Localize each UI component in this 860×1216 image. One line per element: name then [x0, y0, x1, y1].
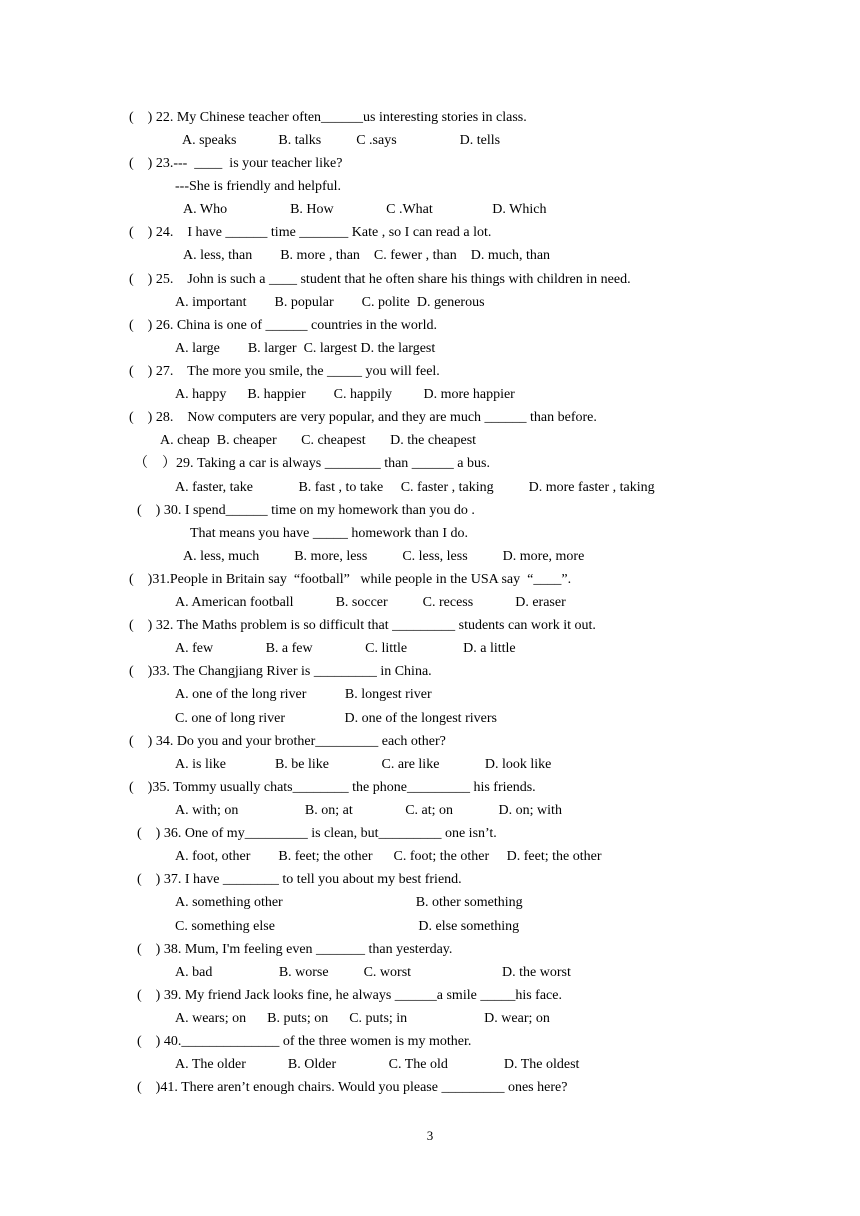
question-31-stem: ( )31.People in Britain say “football” while people in the USA say “____”. [129, 572, 572, 587]
question-25-stem: ( ) 25. John is such a ____ student that he often share his things with children in need. [129, 272, 631, 287]
question-24-stem: ( ) 24. I have ______ time _______ Kate , so I can read a lot. [129, 225, 492, 240]
question-23-dialog-line: ---She is friendly and helpful. [175, 179, 342, 194]
question-24-options: A. less, than B. more , than C. fewer , than D. much, than [183, 248, 551, 263]
question-22-stem: ( ) 22. My Chinese teacher often______us interesting stories in class. [129, 110, 527, 125]
question-31-options: A. American football B. soccer C. recess D. eraser [175, 595, 566, 610]
question-35-stem: ( )35. Tommy usually chats________ the phone_________ his friends. [129, 780, 536, 795]
question-33-options-row-2: C. one of long river D. one of the longest rivers [175, 711, 497, 726]
question-22-options: A. speaks B. talks C .says D. tells [182, 133, 501, 148]
question-40-options: A. The older B. Older C. The old D. The oldest [175, 1057, 580, 1072]
question-36-stem: ( ) 36. One of my_________ is clean, but_________ one isn’t. [137, 826, 497, 841]
question-26-options: A. large B. larger C. largest D. the largest [175, 341, 436, 356]
question-37-options-row-1: A. something other B. other something [175, 895, 523, 910]
question-23-stem: ( ) 23.--- ____ is your teacher like? [129, 156, 343, 171]
question-30-second-line: That means you have _____ homework than I do. [190, 526, 468, 541]
question-39-stem: ( ) 39. My friend Jack looks fine, he always ______a smile _____his face. [137, 988, 562, 1003]
question-36-options: A. foot, other B. feet; the other C. foot; the other D. feet; the other [175, 849, 602, 864]
question-28-options: A. cheap B. cheaper C. cheapest D. the cheapest [160, 433, 477, 448]
question-40-stem: ( ) 40.______________ of the three women is my mother. [137, 1034, 472, 1049]
question-33-stem: ( )33. The Changjiang River is _________ in China. [129, 664, 432, 679]
question-30-stem: ( ) 30. I spend______ time on my homework than you do . [137, 503, 475, 518]
question-37-stem: ( ) 37. I have ________ to tell you about my best friend. [137, 872, 462, 887]
question-28-stem: ( ) 28. Now computers are very popular, and they are much ______ than before. [129, 410, 597, 425]
question-23-options: A. Who B. How C .What D. Which [183, 202, 547, 217]
question-27-stem: ( ) 27. The more you smile, the _____ you will feel. [129, 364, 440, 379]
question-33-options-row-1: A. one of the long river B. longest river [175, 687, 432, 702]
question-38-stem: ( ) 38. Mum, I'm feeling even _______ than yesterday. [137, 942, 453, 957]
question-34-options: A. is like B. be like C. are like D. look like [175, 757, 552, 772]
question-35-options: A. with; on B. on; at C. at; on D. on; with [175, 803, 562, 818]
page-number: 3 [426, 1128, 434, 1143]
question-27-options: A. happy B. happier C. happily D. more happier [175, 387, 515, 402]
question-26-stem: ( ) 26. China is one of ______ countries in the world. [129, 318, 437, 333]
question-34-stem: ( ) 34. Do you and your brother_________ each other? [129, 734, 446, 749]
question-39-options: A. wears; on B. puts; on C. puts; in D. wear; on [175, 1011, 550, 1026]
question-41-stem: ( )41. There aren’t enough chairs. Would you please _________ ones here? [137, 1080, 568, 1095]
question-38-options: A. bad B. worse C. worst D. the worst [175, 965, 571, 980]
question-32-stem: ( ) 32. The Maths problem is so difficult that _________ students can work it out. [129, 618, 596, 633]
question-25-options: A. important B. popular C. polite D. generous [175, 295, 485, 310]
question-30-options: A. less, much B. more, less C. less, less D. more, more [183, 549, 585, 564]
question-32-options: A. few B. a few C. little D. a little [175, 641, 516, 656]
question-29-options: A. faster, take B. fast , to take C. faster , taking D. more faster , taking [175, 480, 655, 495]
question-37-options-row-2: C. something else D. else something [175, 919, 520, 934]
question-29-stem: （ ）29. Taking a car is always ________ than ______ a bus. [134, 456, 490, 471]
